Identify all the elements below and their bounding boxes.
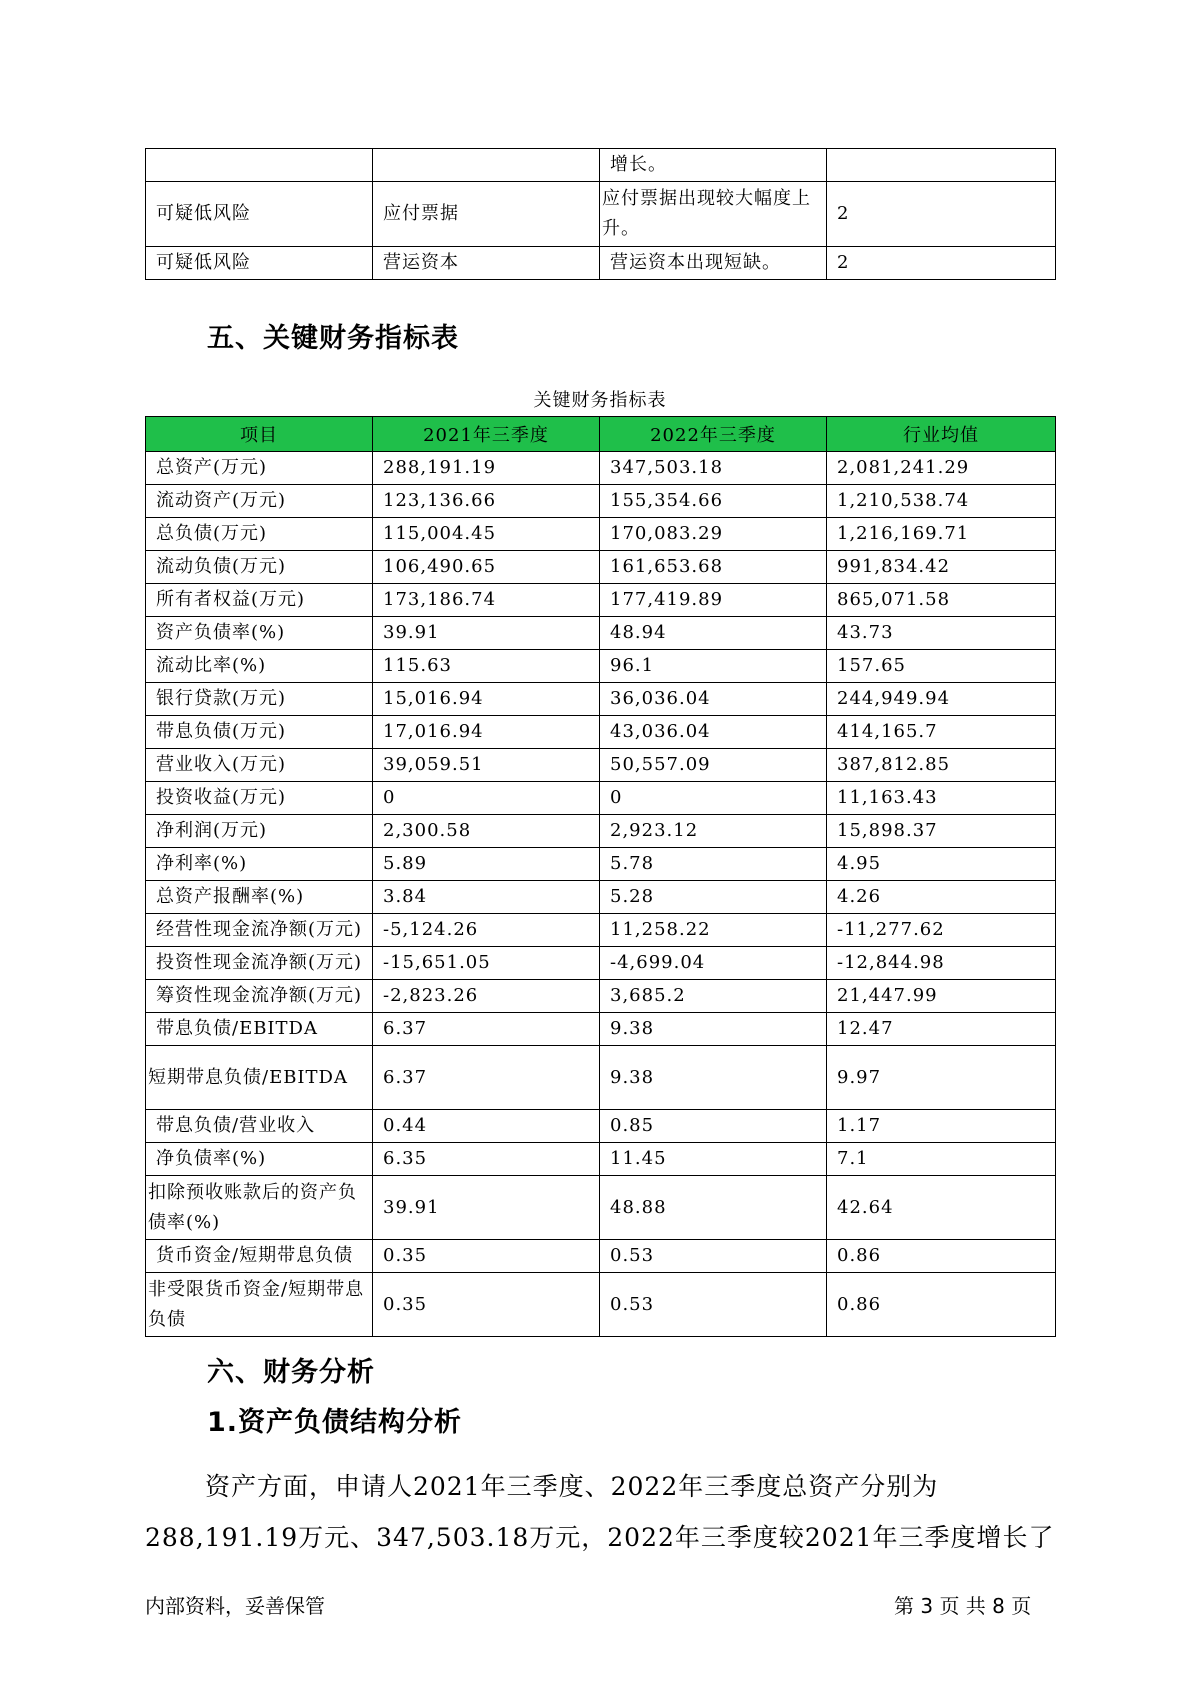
- kpi-2022q3-cell: 11.45: [600, 1143, 827, 1176]
- kpi-item-cell: 货币资金/短期带息负债: [146, 1240, 373, 1273]
- kpi-2021q3-cell: 0: [373, 782, 600, 815]
- kpi-2021q3-cell: -2,823.26: [373, 980, 600, 1013]
- kpi-2021q3-cell: 288,191.19: [373, 452, 600, 485]
- kpi-item-cell: 非受限货币资金/短期带息负债: [146, 1273, 373, 1337]
- column-header-2021q3: 2021年三季度: [373, 417, 600, 452]
- kpi-item-cell: 带息负债/营业收入: [146, 1110, 373, 1143]
- kpi-item-cell: 资产负债率(%): [146, 617, 373, 650]
- kpi-item-cell: 流动资产(万元): [146, 485, 373, 518]
- table-row: [146, 1143, 1056, 1176]
- table-row: [146, 247, 1056, 280]
- kpi-industry-average-cell: 1,210,538.74: [827, 485, 1056, 518]
- table-row: [146, 848, 1056, 881]
- table-row: [146, 1046, 1056, 1110]
- kpi-item-cell: 营业收入(万元): [146, 749, 373, 782]
- kpi-2022q3-cell: 5.28: [600, 881, 827, 914]
- column-header-item: 项目: [146, 417, 373, 452]
- kpi-2022q3-cell: 48.88: [600, 1176, 827, 1240]
- risk-level-cell: [146, 149, 373, 182]
- kpi-2022q3-cell: 11,258.22: [600, 914, 827, 947]
- kpi-item-cell: 净利率(%): [146, 848, 373, 881]
- kpi-2021q3-cell: -5,124.26: [373, 914, 600, 947]
- table-row: [146, 914, 1056, 947]
- risk-item-cell: [373, 149, 600, 182]
- table-row: [146, 980, 1056, 1013]
- table-row: [146, 551, 1056, 584]
- risk-score-cell: 2: [827, 182, 1056, 247]
- kpi-2021q3-cell: 115.63: [373, 650, 600, 683]
- table-row: [146, 182, 1056, 247]
- footer-confidential-note: 内部资料，妥善保管: [145, 1594, 325, 1618]
- kpi-industry-average-cell: 42.64: [827, 1176, 1056, 1240]
- kpi-2022q3-cell: 3,685.2: [600, 980, 827, 1013]
- table-row: [146, 584, 1056, 617]
- table-row: [146, 617, 1056, 650]
- kpi-item-cell: 流动负债(万元): [146, 551, 373, 584]
- kpi-2021q3-cell: 2,300.58: [373, 815, 600, 848]
- kpi-2022q3-cell: 170,083.29: [600, 518, 827, 551]
- table-row: [146, 485, 1056, 518]
- kpi-industry-average-cell: 414,165.7: [827, 716, 1056, 749]
- kpi-2021q3-cell: 6.37: [373, 1046, 600, 1110]
- kpi-2021q3-cell: 15,016.94: [373, 683, 600, 716]
- kpi-industry-average-cell: 0.86: [827, 1273, 1056, 1337]
- kpi-industry-average-cell: -11,277.62: [827, 914, 1056, 947]
- table-row: [146, 1110, 1056, 1143]
- table-row: [146, 1240, 1056, 1273]
- kpi-2022q3-cell: 0.85: [600, 1110, 827, 1143]
- kpi-2022q3-cell: 0: [600, 782, 827, 815]
- kpi-industry-average-cell: 43.73: [827, 617, 1056, 650]
- table-row: [146, 815, 1056, 848]
- kpi-item-cell: 投资性现金流净额(万元): [146, 947, 373, 980]
- kpi-2021q3-cell: 173,186.74: [373, 584, 600, 617]
- risk-description-cell: 增长。: [600, 149, 827, 182]
- subsection-heading-6-1: 1.资产负债结构分析: [207, 1407, 463, 1438]
- kpi-2021q3-cell: 0.44: [373, 1110, 600, 1143]
- table-row: [146, 149, 1056, 182]
- kpi-industry-average-cell: 865,071.58: [827, 584, 1056, 617]
- kpi-item-cell: 短期带息负债/EBITDA: [146, 1046, 373, 1110]
- table-row: [146, 452, 1056, 485]
- footer-page-number: 第 3 页 共 8 页: [894, 1594, 1032, 1618]
- table-row: [146, 749, 1056, 782]
- kpi-2022q3-cell: 2,923.12: [600, 815, 827, 848]
- kpi-2022q3-cell: 0.53: [600, 1273, 827, 1337]
- risk-item-cell: 应付票据: [373, 182, 600, 247]
- kpi-item-cell: 总资产(万元): [146, 452, 373, 485]
- risk-score-cell: 2: [827, 247, 1056, 280]
- kpi-item-cell: 总资产报酬率(%): [146, 881, 373, 914]
- kpi-table-body: [146, 452, 1056, 1337]
- kpi-2021q3-cell: -15,651.05: [373, 947, 600, 980]
- risk-item-cell: 营运资本: [373, 247, 600, 280]
- kpi-industry-average-cell: 157.65: [827, 650, 1056, 683]
- kpi-2021q3-cell: 115,004.45: [373, 518, 600, 551]
- kpi-2021q3-cell: 39,059.51: [373, 749, 600, 782]
- table-row: [146, 881, 1056, 914]
- risk-description-cell: 营运资本出现短缺。: [600, 247, 827, 280]
- kpi-item-cell: 扣除预收账款后的资产负债率(%): [146, 1176, 373, 1240]
- risk-description-cell: 应付票据出现较大幅度上升。: [600, 182, 827, 247]
- kpi-2022q3-cell: 161,653.68: [600, 551, 827, 584]
- kpi-item-cell: 带息负债/EBITDA: [146, 1013, 373, 1046]
- kpi-industry-average-cell: 15,898.37: [827, 815, 1056, 848]
- kpi-industry-average-cell: -12,844.98: [827, 947, 1056, 980]
- table-row: [146, 650, 1056, 683]
- kpi-2021q3-cell: 17,016.94: [373, 716, 600, 749]
- kpi-industry-average-cell: 7.1: [827, 1143, 1056, 1176]
- paragraph-line-1: 资产方面，申请人2021年三季度、2022年三季度总资产分别为: [205, 1472, 939, 1501]
- table-row: [146, 683, 1056, 716]
- kpi-item-cell: 净利润(万元): [146, 815, 373, 848]
- kpi-item-cell: 投资收益(万元): [146, 782, 373, 815]
- kpi-industry-average-cell: 1,216,169.71: [827, 518, 1056, 551]
- kpi-industry-average-cell: 21,447.99: [827, 980, 1056, 1013]
- kpi-2022q3-cell: 9.38: [600, 1046, 827, 1110]
- kpi-industry-average-cell: 9.97: [827, 1046, 1056, 1110]
- table-row: [146, 1013, 1056, 1046]
- kpi-item-cell: 银行贷款(万元): [146, 683, 373, 716]
- kpi-industry-average-cell: 11,163.43: [827, 782, 1056, 815]
- kpi-2022q3-cell: 155,354.66: [600, 485, 827, 518]
- kpi-industry-average-cell: 4.95: [827, 848, 1056, 881]
- kpi-2021q3-cell: 3.84: [373, 881, 600, 914]
- table-caption: 关键财务指标表: [533, 390, 667, 411]
- kpi-item-cell: 带息负债(万元): [146, 716, 373, 749]
- kpi-industry-average-cell: 387,812.85: [827, 749, 1056, 782]
- kpi-2021q3-cell: 0.35: [373, 1240, 600, 1273]
- kpi-2022q3-cell: 347,503.18: [600, 452, 827, 485]
- kpi-item-cell: 净负债率(%): [146, 1143, 373, 1176]
- kpi-2022q3-cell: -4,699.04: [600, 947, 827, 980]
- kpi-2022q3-cell: 43,036.04: [600, 716, 827, 749]
- kpi-2021q3-cell: 39.91: [373, 617, 600, 650]
- table-row: [146, 1176, 1056, 1240]
- table-row: [146, 1273, 1056, 1337]
- paragraph-line-2: 288,191.19万元、347,503.18万元，2022年三季度较2021年三季度增长了: [145, 1523, 1055, 1552]
- section-heading-6: 六、财务分析: [207, 1357, 375, 1388]
- column-header-2022q3: 2022年三季度: [600, 417, 827, 452]
- kpi-industry-average-cell: 244,949.94: [827, 683, 1056, 716]
- kpi-item-cell: 流动比率(%): [146, 650, 373, 683]
- kpi-industry-average-cell: 991,834.42: [827, 551, 1056, 584]
- kpi-2022q3-cell: 50,557.09: [600, 749, 827, 782]
- kpi-2022q3-cell: 9.38: [600, 1013, 827, 1046]
- risk-score-cell: [827, 149, 1056, 182]
- kpi-industry-average-cell: 12.47: [827, 1013, 1056, 1046]
- kpi-2022q3-cell: 5.78: [600, 848, 827, 881]
- kpi-2021q3-cell: 5.89: [373, 848, 600, 881]
- table-row: [146, 518, 1056, 551]
- kpi-2022q3-cell: 36,036.04: [600, 683, 827, 716]
- kpi-2022q3-cell: 48.94: [600, 617, 827, 650]
- kpi-industry-average-cell: 0.86: [827, 1240, 1056, 1273]
- kpi-2021q3-cell: 6.35: [373, 1143, 600, 1176]
- kpi-industry-average-cell: 2,081,241.29: [827, 452, 1056, 485]
- kpi-table: [145, 416, 1056, 1337]
- kpi-2021q3-cell: 106,490.65: [373, 551, 600, 584]
- kpi-item-cell: 总负债(万元): [146, 518, 373, 551]
- table-header-row: [146, 417, 1056, 452]
- kpi-2021q3-cell: 6.37: [373, 1013, 600, 1046]
- kpi-2022q3-cell: 0.53: [600, 1240, 827, 1273]
- kpi-item-cell: 所有者权益(万元): [146, 584, 373, 617]
- risk-level-cell: 可疑低风险: [146, 182, 373, 247]
- kpi-industry-average-cell: 1.17: [827, 1110, 1056, 1143]
- kpi-2022q3-cell: 96.1: [600, 650, 827, 683]
- kpi-2022q3-cell: 177,419.89: [600, 584, 827, 617]
- risk-level-cell: 可疑低风险: [146, 247, 373, 280]
- kpi-item-cell: 经营性现金流净额(万元): [146, 914, 373, 947]
- column-header-industry-average: 行业均值: [827, 417, 1056, 452]
- table-row: [146, 782, 1056, 815]
- kpi-item-cell: 筹资性现金流净额(万元): [146, 980, 373, 1013]
- table-row: [146, 716, 1056, 749]
- kpi-2021q3-cell: 0.35: [373, 1273, 600, 1337]
- section-heading-5: 五、关键财务指标表: [207, 323, 459, 354]
- risk-table: [145, 148, 1056, 280]
- kpi-2021q3-cell: 123,136.66: [373, 485, 600, 518]
- table-row: [146, 947, 1056, 980]
- kpi-industry-average-cell: 4.26: [827, 881, 1056, 914]
- kpi-2021q3-cell: 39.91: [373, 1176, 600, 1240]
